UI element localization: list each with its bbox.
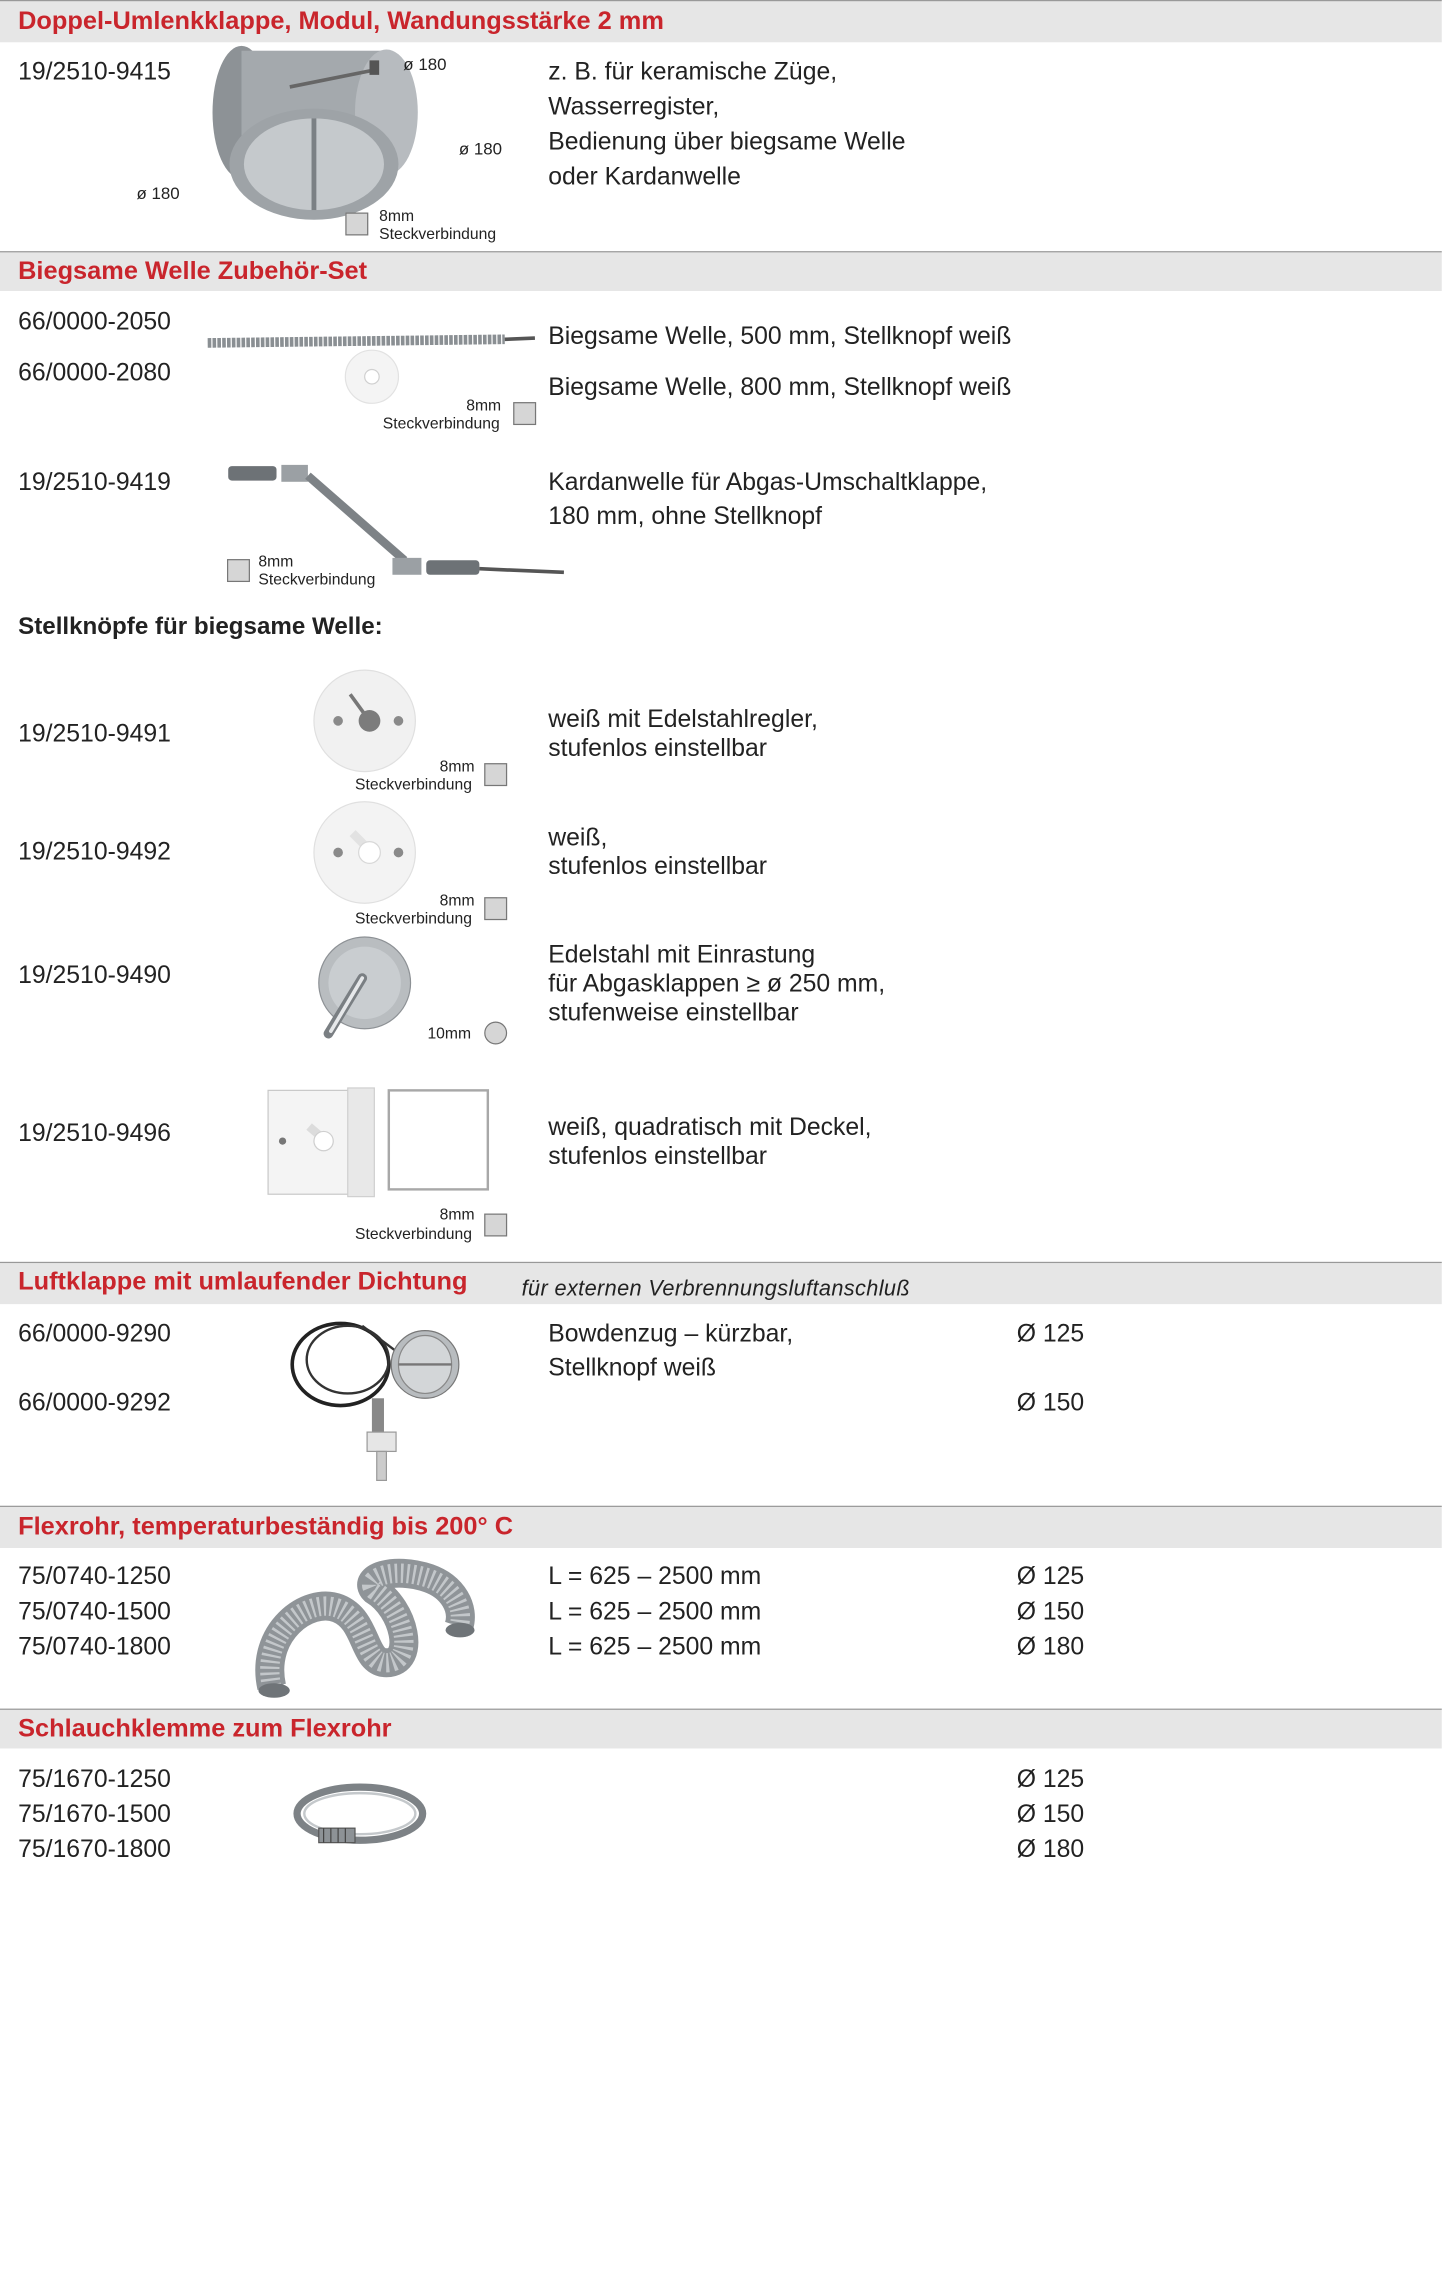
article-code: 75/1670-1500 <box>18 1800 171 1829</box>
article-desc: Biegsame Welle, 500 mm, Stellknopf weiß <box>548 322 1012 351</box>
article-code: 75/1670-1250 <box>18 1765 171 1794</box>
article-code: 75/0740-1800 <box>18 1632 171 1661</box>
article-desc: Biegsame Welle, 800 mm, Stellknopf weiß <box>548 373 1012 401</box>
section-title: Biegsame Welle Zubehör-Set <box>18 257 368 285</box>
article-code: 19/2510-9496 <box>18 1119 171 1148</box>
diameter: Ø 125 <box>1016 1319 1085 1348</box>
article-code: 19/2510-9415 <box>18 57 171 86</box>
diameter: Ø 125 <box>1016 1562 1085 1591</box>
article-desc: L = 625 – 2500 mm <box>548 1632 762 1661</box>
article-desc-line: stufenlos einstellbar <box>548 1142 767 1171</box>
article-desc-line: z. B. für keramische Züge, <box>548 57 838 86</box>
article-desc-line: stufenweise einstellbar <box>548 998 799 1027</box>
connector-size: 8mm <box>379 206 415 225</box>
article-code: 66/0000-9292 <box>18 1388 171 1417</box>
dimension-label: ø 180 <box>403 54 447 74</box>
article-desc-line: 180 mm, ohne Stellknopf <box>548 502 823 531</box>
diameter: Ø 150 <box>1016 1388 1085 1417</box>
article-code: 19/2510-9490 <box>18 961 171 989</box>
section-header-flexrohr <box>0 1506 1442 1548</box>
article-desc-line: für Abgasklappen ≥ ø 250 mm, <box>548 969 886 998</box>
dimension-label: ø 180 <box>136 183 180 203</box>
article-code: 19/2510-9419 <box>18 468 171 497</box>
section-title: Doppel-Umlenkklappe, Modul, Wandungsstärke 2 mm <box>18 7 664 36</box>
connector-size: 8mm <box>439 891 475 910</box>
connector-size: 8mm <box>439 757 475 776</box>
flex-pipe-illustration <box>248 1560 477 1711</box>
hose-clamp-illustration <box>290 1775 435 1860</box>
article-desc: L = 625 – 2500 mm <box>548 1562 762 1591</box>
connector-label: Steckverbindung <box>355 1224 472 1243</box>
diameter: Ø 180 <box>1016 1835 1085 1864</box>
section-title: Luftklappe mit umlaufender Dichtung <box>18 1267 468 1296</box>
article-code: 19/2510-9491 <box>18 719 171 748</box>
connector-label: Steckverbindung <box>355 775 472 794</box>
square-connector-icon <box>513 402 536 425</box>
article-desc-line: weiß, <box>548 823 608 852</box>
article-desc: L = 625 – 2500 mm <box>548 1597 762 1626</box>
section-header-welle <box>0 251 1442 291</box>
article-desc-line: Wasserregister, <box>548 92 720 121</box>
diameter: Ø 180 <box>1016 1632 1085 1661</box>
section-header-luftklappe <box>0 1262 1442 1304</box>
article-desc-line: Bedienung über biegsame Welle <box>548 127 906 156</box>
connector-label: Steckverbindung <box>379 224 497 243</box>
section-title: Flexrohr, temperaturbeständig bis 200° C <box>18 1512 514 1541</box>
connector-size: 10mm <box>427 1023 472 1043</box>
article-desc-line: Stellknopf weiß <box>548 1353 717 1382</box>
dimension-label: ø 180 <box>458 138 503 159</box>
article-code: 66/0000-9290 <box>18 1319 171 1348</box>
article-desc-line: oder Kardanwelle <box>548 163 741 191</box>
steel-knob-icon <box>312 935 421 1044</box>
section-note: für externen Verbrennungsluftanschluß <box>521 1276 911 1301</box>
square-connector-icon <box>484 897 507 920</box>
subsection-title: Stellknöpfe für biegsame Welle: <box>18 613 383 640</box>
square-connector-icon <box>484 763 507 786</box>
article-code: 66/0000-2080 <box>18 358 171 387</box>
connector-size: 8mm <box>466 396 502 415</box>
section-header-klemme <box>0 1709 1442 1749</box>
connector-size: 8mm <box>439 1205 475 1224</box>
article-desc-line: weiß mit Edelstahlregler, <box>548 705 818 733</box>
section-header-doppel <box>0 0 1442 42</box>
article-desc-line: Bowdenzug – kürzbar, <box>548 1319 794 1348</box>
section-title: Schlauchklemme zum Flexrohr <box>18 1714 392 1743</box>
article-desc-line: stufenlos einstellbar <box>548 734 767 762</box>
diameter: Ø 150 <box>1016 1800 1085 1829</box>
square-connector-icon <box>345 213 368 236</box>
connector-size: 8mm <box>258 551 294 570</box>
connector-label: Steckverbindung <box>382 414 500 433</box>
connector-label: Steckverbindung <box>258 569 376 589</box>
article-desc-line: stufenlos einstellbar <box>548 852 767 881</box>
square-connector-icon <box>227 559 250 582</box>
air-damper-illustration <box>290 1314 471 1489</box>
square-connector-icon <box>484 1214 507 1237</box>
article-code: 75/0740-1250 <box>18 1562 171 1591</box>
article-code: 66/0000-2050 <box>18 307 171 336</box>
article-desc-line: Edelstahl mit Einrastung <box>548 940 816 969</box>
square-knob-with-cover-icon <box>263 1081 492 1202</box>
article-code: 75/0740-1500 <box>18 1597 171 1626</box>
diameter: Ø 150 <box>1016 1597 1085 1626</box>
article-desc-line: Kardanwelle für Abgas-Umschaltklappe, <box>548 468 988 497</box>
article-code: 75/1670-1800 <box>18 1835 171 1864</box>
diameter: Ø 125 <box>1016 1765 1085 1794</box>
article-code: 19/2510-9492 <box>18 838 171 866</box>
round-connector-icon <box>484 1022 507 1045</box>
connector-label: Steckverbindung <box>355 909 472 928</box>
article-desc-line: weiß, quadratisch mit Deckel, <box>548 1113 872 1142</box>
